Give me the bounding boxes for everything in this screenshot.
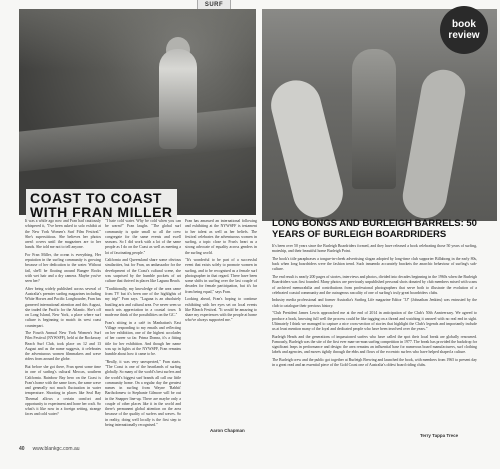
page-footer <box>19 442 481 456</box>
left-article-title <box>26 189 177 220</box>
paragraph: Fran's sitting in a café in Manhattan's East Village responding to my emails and reflecting on her exhibition, one of the highest accolades of her career so far. Prima Donna, it's a fitting title for her exhibition. And though her name was up in lights at the NYWSFF, Fran remains humble about how it came to be. <box>105 320 181 357</box>
badge-line-2: review <box>448 30 480 41</box>
left-article-column-2 <box>105 219 181 430</box>
section-tab: SURF <box>197 0 231 11</box>
photo-sky <box>19 9 256 69</box>
paragraph: "It's wonderful to be part of a successful event that exists solely to promote women in surfing, and to be recognised as a female surf photographer in that regard. There have been some shifts in surfing over the last couple of decades for female participation, but it's far from being equal," says Fran. <box>185 258 257 294</box>
paragraph: "Club President James Lewis approached me at the end of 2014 in anticipation of the Club's 50th Anniversary. We agreed to produce a book, knowing full well the process could be like tugging on a thread and watching it unravel with no real end in sight. Ultimately I think we managed to capture a nice cross-section of stories that highlight the Club's legends and importantly include us at least mention many of the loyal and dedicated people who have been involved over the years." <box>272 311 477 332</box>
paragraph: After being widely published across several of Australia's premier surfing magazines including White Horses and Pacific Longboarder, Fran has garnered international attention and this August, she traded the Pacific for the Atlantic. She's off on Long Island, New York, a place where surf culture is beginning to match its west coast counterpart. <box>25 286 101 328</box>
badge-line-1: book <box>452 19 476 30</box>
paragraph: It's been over 50 years since the Burleigh Boardriders formed, and they have released a book celebrating those 50 years of surfing, mateship, and their beautiful home Burleigh Point. <box>272 244 477 254</box>
book-review-badge <box>440 6 488 54</box>
title-line-2: WITH FRAN MILLER <box>30 204 173 220</box>
paragraph: Fran has amassed an international following and exhibiting at the NYWSFF is testament to her talent as well as her beliefs. The festival celebrates the adventurous women in surfing, a topic close to Fran's heart as a strong advocate of equality across genders in the surfing world. <box>185 219 257 255</box>
fran-miller-photo <box>19 9 256 215</box>
paragraph: Burleigh Heads and the generations of impassioned surfers who have called the spot their local break are globally renowned. Famously, Burleigh was the site of the first ever man-on-man surfing competition in 1977. The break has provided the backdrop for significant leaps in performance and design: the area remains an influential base for numerous board manufacturers, surf clothing labels and agencies, and moves tightly through the ebbs and flows of the eccentric surfers who have helped shaped a culture. <box>272 334 477 355</box>
right-article-byline: Terry Tappa Trece <box>420 433 459 438</box>
paragraph: The Fourth Annual New York Women's Surf Film Festival (NYWSFF), held at the Rockaway Beach Surf Club, took place on 12 and 13 August and as the name suggests, it celebrates the adventurous women filmmakers and wave riders from around the globe. <box>25 331 101 362</box>
paragraph: Industry media professional and former Australia's Surfing Life magazine Editor "JJ" (Johnathan Jenkins) was entrusted by the club to catalogue their precious history. <box>272 298 477 308</box>
paragraph: But before she got there, Fran spent some time in one of surfing's cultural Meccas, southern California. Rainbow Bay hero on the Coast is Fran's home with the same faces, the same wave and generally not much fluctuation in water temperature. Shooting in places like Seal Bay Thermal allows a certain comfort and opportunity to experiment and hone her craft. So what's it like now in a foreign setting, strange faces and cold water? <box>25 365 101 417</box>
paragraph: Looking ahead, Fran's hoping to continue exhibiting with her eyes set on local events like Bleach Festival. "It would be amazing to share my experiences with the people at home who've always supported me." <box>185 297 257 323</box>
paragraph: The book's title paraphrases a tongue-in-cheek advertising slogan adopted by long-time club supporter Billabong in the early 80s, back when long boardriders were the fashion trend. Such innuendo accurately brackets the anarchic behaviour of surfing's sub-culture. <box>272 256 477 272</box>
left-article-column-1 <box>25 219 101 420</box>
right-article-body <box>272 244 477 371</box>
paragraph: "Traditionally, my knowledge of the area came from TV but it's been one of the highlights of my trip!" Fran says. "Laguna is an absolutely bustling arts and cultural area. I've never seen so much arts appreciation in a coastal town. It made me think of the possibilities on the GC." <box>105 286 181 318</box>
site-url: www.blankgc.com.au <box>32 446 80 452</box>
paragraph: "Really, it was very unexpected," Fran starts. "The Coast is one of the heartlands of surfing globally. So many of the world's best surfers and the world's biggest surf brands all call our little community home. On a regular day the greatest names in surfing from Wayne 'Rabbit' Bartholomew to Stephanie Gilmore will be out in the Snapper line-up. There are maybe only a couple of other places like it in the world and there's permanent global attention on the area because of the quality of surfers and waves. So in reality, doing well locally is the first step to being internationally recognised." <box>105 359 181 427</box>
paragraph: For Fran Miller, the ocean is everything. Her reputation in the surfing community is growing because of her dedication to the water. Without fail, she'll be floating around Bungee Rocks with wet hair and a dry camera. Maybe you've seen her? <box>25 252 101 284</box>
paragraph: The Burleigh crew and the public got together at Burleigh Brewing and launched the book, with members from 1965 to present day in a great read and an essential piece of the Gold Coast one of Australia's oldest board riding clubs. <box>272 358 477 368</box>
paragraph: The end result is nearly 200 pages of stories, interviews and photos, divided into decades beginning in the 1960s when the Burleigh Boardriders was first founded. Many photos are previously unpublished personal shots donated by club members mixed with scans of archived memorabilia and contributions from professional photographers that serve both to illustrate the evolution of a celebrated coastal community and the outrageous rascality of one of surfing's truly great boardriders clubs. <box>272 275 477 295</box>
photo-wave <box>19 105 256 172</box>
paragraph: California and Queensland share some obvious similarities, but for Fran, an ambassador for the development of the Coast's cultural scene, she was surprised by the humble pockets of art culture that thrived in places like Laguna Beach. <box>105 258 181 284</box>
photo-surfer <box>352 49 396 189</box>
left-article-column-3 <box>185 219 257 326</box>
left-article-byline: Aaron Chapman <box>210 428 245 433</box>
paragraph: It was a while ago now and Fran had cautiously whispered it, "I've been asked to solo exhibit at the New York Women's Surf Film Festival." She's superstitious. She believes her photos aren't covers until the magazines are to her hands. She told me not to tell anyone. <box>25 219 101 250</box>
page-number: 40 <box>19 446 25 452</box>
paragraph: "I hate cold water. Why be cold when you can be warm?" Fran laughs. "The global surf community is quite small so all the crew congregate for the same events and swell seasons. So I did work with a lot of the same people as I do on the Coast as well as meeting a lot of fascinating people." <box>105 219 181 255</box>
photo-subject <box>159 49 197 149</box>
right-article-title: LONG BONGS AND BURLEIGH BARRELS: 50 YEARS OF BURLEIGH BOARDRIDERS <box>272 218 477 240</box>
surfboard-shape-2 <box>399 66 468 221</box>
surfboard-shape <box>266 75 348 221</box>
title-line-1: COAST TO COAST <box>30 190 162 206</box>
